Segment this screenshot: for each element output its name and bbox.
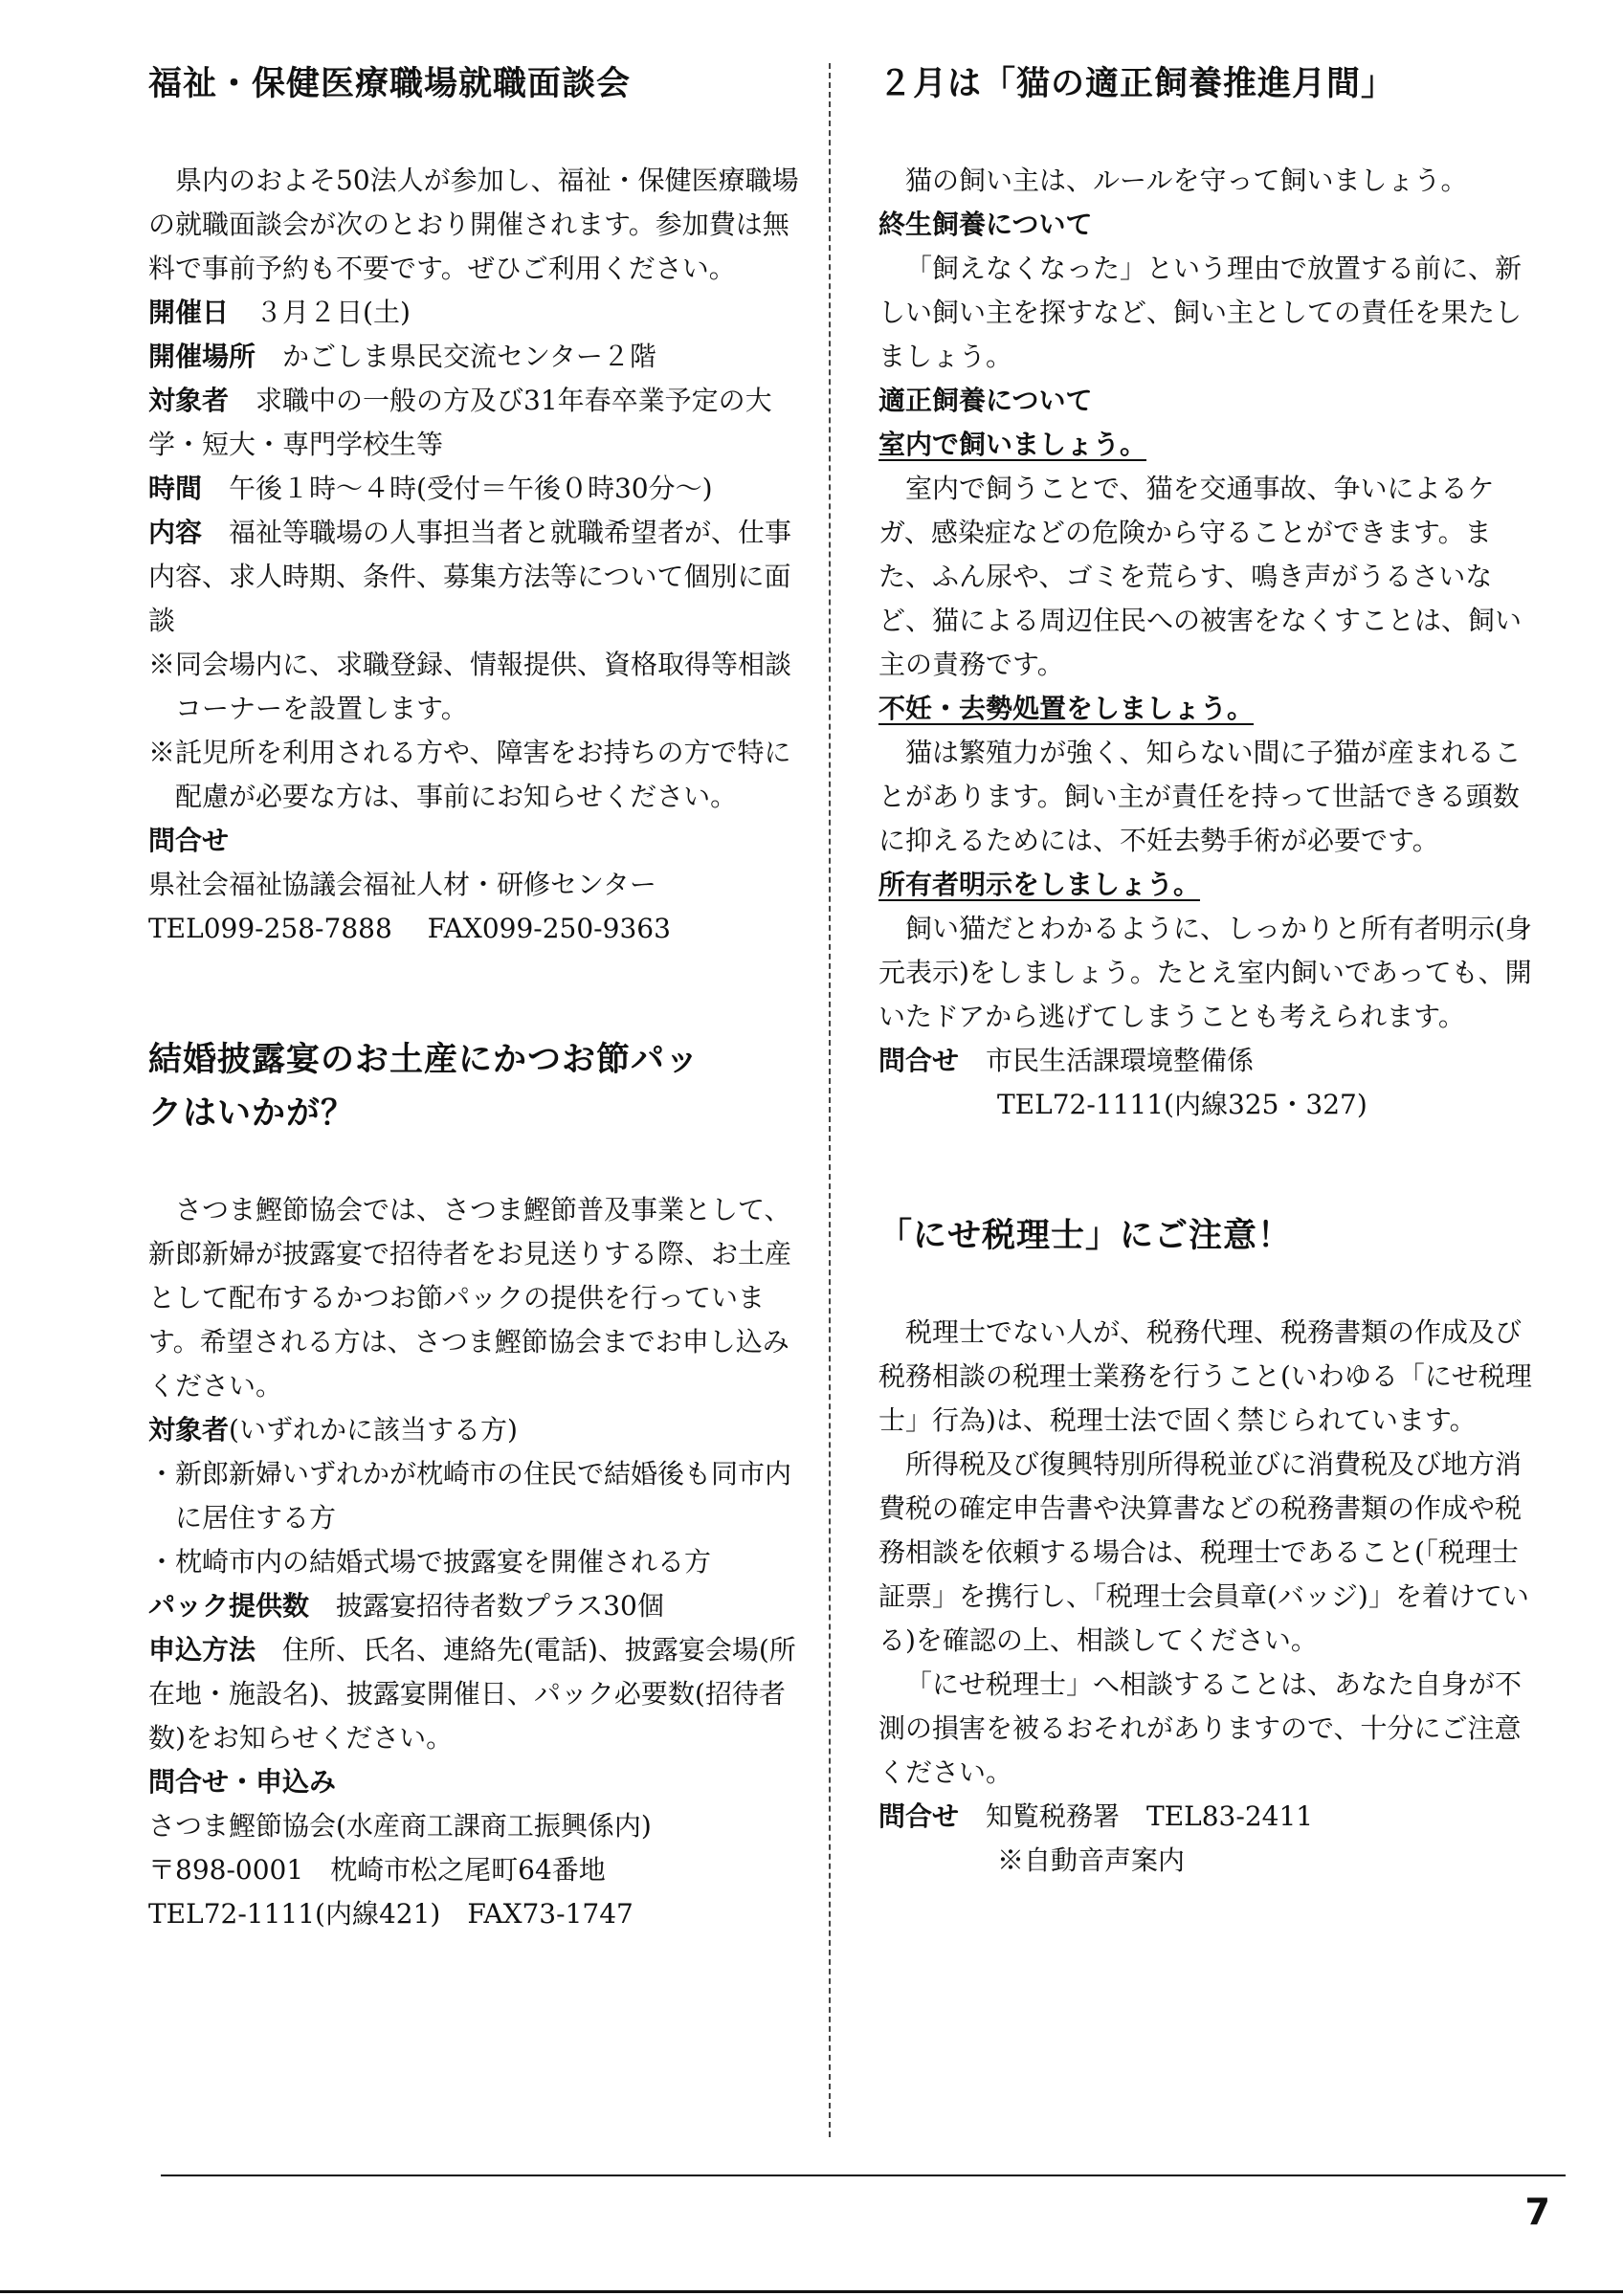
article-intro: さつま鰹節協会では、さつま鰹節普及事業として、新郎新婦が披露宴で招待者をお見送りする際、お土産として配布するかつお節パックの提供を行っています。希望される方は、さつま鰹節協会までお申し込みください。 (148, 1194, 792, 1402)
subheading-owner-id (878, 863, 1539, 907)
contact-row (878, 1795, 1539, 1839)
subheading-owner-id-text: 所有者明示をしましょう。 (878, 869, 1201, 900)
contact-value: 知覧税務署 TEL83-2411 (986, 1800, 1314, 1832)
paragraph-warning: 「にせ税理士」へ相談することは、あなた自身が不測の損害を被るおそれがありますので、十分にご注意ください。 (878, 1668, 1523, 1788)
time-value: 午後１時～４時(受付＝午後０時30分～) (229, 473, 713, 504)
pack-label: パック提供数 (148, 1590, 310, 1622)
article-intro: 県内のおよそ50法人が参加し、福祉・保健医療職場の就職面談会が次のとおり開催されます。参加費は無料で事前予約も不要です。ぜひご利用ください。 (148, 165, 799, 284)
apply-label: 申込方法 (148, 1634, 256, 1666)
right-column (878, 57, 1539, 1883)
time-row (148, 467, 809, 511)
place-label: 開催場所 (148, 341, 256, 372)
date-label: 開催日 (148, 297, 230, 328)
page-number: 7 (1524, 2191, 1550, 2233)
place-row (148, 335, 809, 379)
contact-tel: TEL72-1111(内線325・327) (997, 1089, 1367, 1120)
contact-org: さつま鰹節協会(水産商工課商工振興係内) (148, 1810, 652, 1842)
content-value: 福祉等職場の人事担当者と就職希望者が、仕事内容、求人時期、条件、募集方法等について個別に面談 (148, 517, 792, 636)
paragraph-law: 税理士でない人が、税務代理、税務書類の作成及び税務相談の税理士業務を行うこと(いわゆる「にせ税理士」行為)は、税理士法で固く禁じられています。 (878, 1316, 1532, 1436)
article-title-line2: クはいかが？ (148, 1094, 356, 1133)
article-fake-tax-accountant (878, 1209, 1539, 1883)
contact-note: ※自動音声案内 (997, 1844, 1186, 1876)
column-divider (829, 63, 831, 2137)
contact-label: 問合せ (878, 1045, 960, 1076)
target-note: (いずれかに該当する方) (229, 1414, 518, 1446)
content-label: 内容 (148, 517, 203, 548)
subheading-proper-care: 適正飼養について (878, 385, 1093, 416)
paragraph-confirm: 所得税及び復興特別所得税並びに消費税及び地方消費税の確定申告書や決算書などの税務書類の作成や税務相談を依頼する場合は、税理士であること(「税理士証票」を携行し、「税理士会員章(バッジ)」を着けている)を確認の上、相談してください。 (878, 1448, 1529, 1656)
target-value: 求職中の一般の方及び31年春卒業予定の大学・短大・専門学校生等 (148, 385, 772, 460)
content-row (148, 511, 809, 643)
target-bullet-venue: ・枕崎市内の結婚式場で披露宴を開催される方 (148, 1546, 712, 1578)
paragraph-neuter: 猫は繁殖力が強く、知らない間に子猫が産まれることがあります。飼い主が責任を持って世話できる頭数に抑えるためには、不妊去勢手術が必要です。 (878, 737, 1522, 856)
contact-org: 県社会福祉協議会福祉人材・研修センター (148, 869, 656, 900)
date-row (148, 291, 809, 335)
article-intro: 猫の飼い主は、ルールを守って飼いましょう。 (905, 165, 1468, 196)
article-title: ２月は「猫の適正飼養推進月間」 (878, 65, 1396, 103)
subheading-indoor (878, 423, 1539, 467)
contact-label: 問合せ・申込み (148, 1766, 337, 1798)
article-katsuobushi-pack (148, 1033, 809, 1936)
subheading-indoor-text: 室内で飼いましょう。 (878, 429, 1147, 460)
left-column (148, 57, 809, 1936)
contact-tel: TEL099-258-7888 FAX099-250-9363 (148, 913, 671, 944)
contact-label: 問合せ (878, 1800, 960, 1832)
article-title (148, 1033, 809, 1140)
place-value: かごしま県民交流センター２階 (282, 341, 656, 372)
target-row (148, 1408, 809, 1452)
article-title: 福祉・保健医療職場就職面談会 (148, 65, 632, 103)
time-label: 時間 (148, 473, 203, 504)
article-title-line1: 結婚披露宴のお土産にかつお節パッ (148, 1041, 700, 1079)
apply-value: 住所、氏名、連絡先(電話)、披露宴会場(所在地・施設名)、披露宴開催日、パック必要数(招待者数)をお知らせください。 (148, 1634, 796, 1754)
date-value: ３月２日(土) (256, 297, 411, 328)
article-employment-fair (148, 57, 809, 951)
page-bottom-rule (0, 2290, 1623, 2293)
paragraph-lifelong: 「飼えなくなった」という理由で放置する前に、新しい飼い主を探すなど、飼い主としての責任を果たしましょう。 (878, 253, 1523, 372)
contact-org: 市民生活課環境整備係 (986, 1045, 1255, 1076)
note-consultation-corner: ※同会場内に、求職登録、情報提供、資格取得等相談コーナーを設置します。 (148, 649, 792, 724)
paragraph-owner-id: 飼い猫だとわかるように、しっかりと所有者明示(身元表示)をしましょう。たとえ室内飼いであっても、開いたドアから逃げてしまうことも考えられます。 (878, 913, 1532, 1032)
contact-label: 問合せ (148, 825, 230, 856)
target-row (148, 379, 809, 467)
target-label: 対象者 (148, 1414, 230, 1446)
contact-tel: TEL72-1111(内線421) FAX73-1747 (148, 1898, 634, 1930)
contact-row (878, 1039, 1539, 1083)
subheading-neuter-text: 不妊・去勢処置をしましょう。 (878, 693, 1255, 724)
subheading-lifelong: 終生飼養について (878, 209, 1093, 240)
article-title: 「にせ税理士」にご注意！ (878, 1217, 1293, 1255)
article-cat-care-month (878, 57, 1539, 1127)
contact-address: 〒898-0001 枕崎市松之尾町64番地 (148, 1854, 606, 1886)
pack-value: 披露宴招待者数プラス30個 (336, 1590, 664, 1622)
apply-row (148, 1628, 809, 1760)
target-label: 対象者 (148, 385, 230, 416)
footer-rule (161, 2175, 1566, 2176)
pack-row (148, 1584, 809, 1628)
subheading-neuter (878, 687, 1539, 731)
target-bullet-resident: ・新郎新婦いずれかが枕崎市の住民で結婚後も同市内に居住する方 (148, 1458, 792, 1534)
note-childcare: ※託児所を利用される方や、障害をお持ちの方で特に配慮が必要な方は、事前にお知らせください。 (148, 737, 791, 812)
paragraph-indoor: 室内で飼うことで、猫を交通事故、争いによるケガ、感染症などの危険から守ることができます。また、ふん尿や、ゴミを荒らす、鳴き声がうるさいなど、猫による周辺住民への被害をなくすことは、飼い主の責務です。 (878, 473, 1523, 680)
